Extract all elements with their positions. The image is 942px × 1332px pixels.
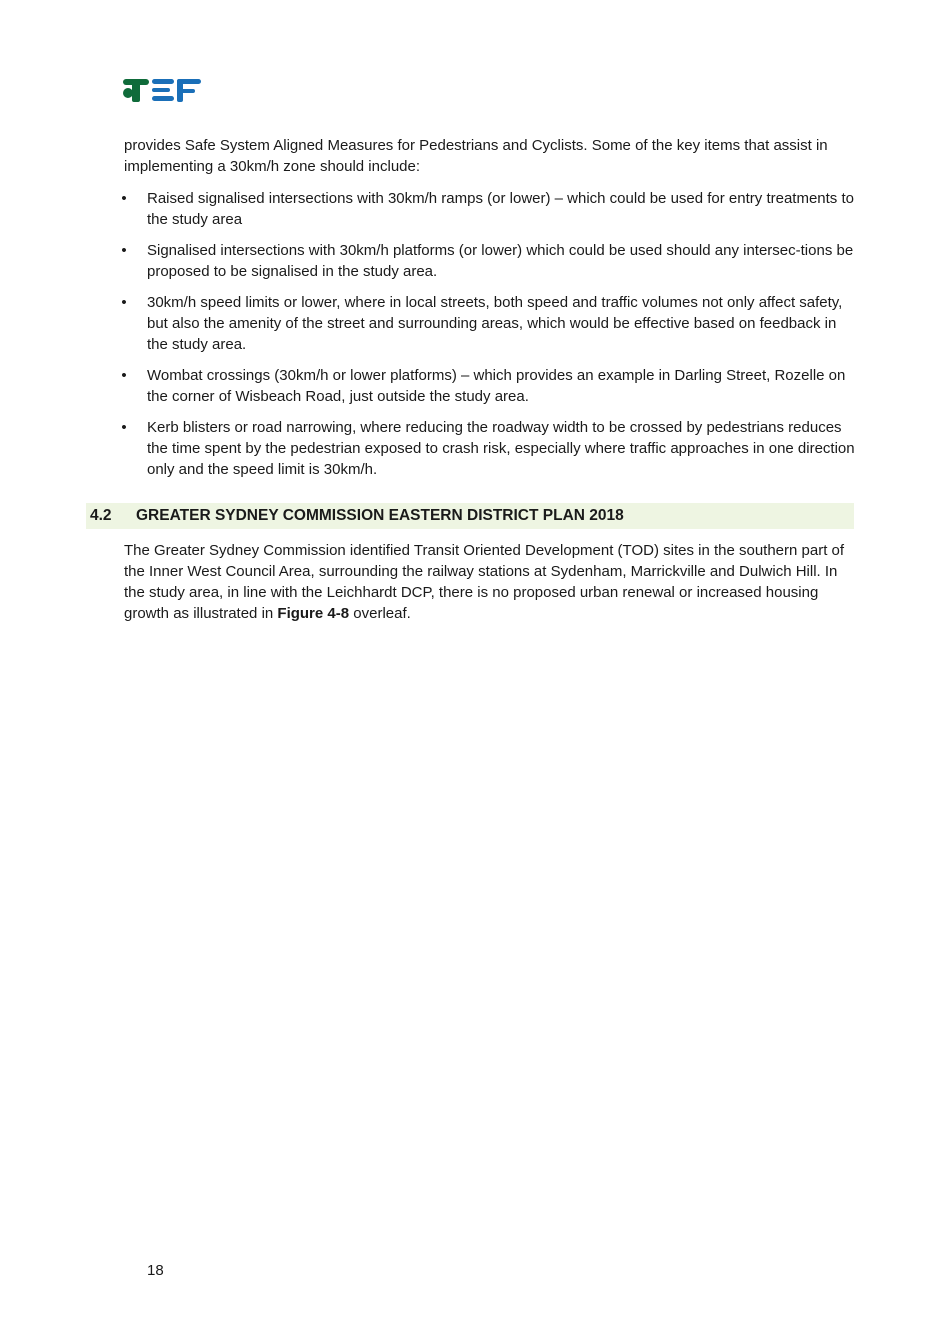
section-number: 4.2 bbox=[90, 507, 112, 524]
list-item bbox=[110, 365, 855, 407]
bullet-icon: • bbox=[121, 419, 127, 436]
list-item-text: Wombat crossings (30km/h or lower platforms) – which provides an example in Darling Street, Rozelle on the corner of Wisbeach Road, just outside the study area. bbox=[147, 367, 846, 405]
intro-paragraph: provides Safe System Aligned Measures for Pedestrians and Cyclists. Some of the key items that assist in implementing a 30km/h zone should include: bbox=[124, 137, 828, 175]
list-item bbox=[110, 188, 855, 230]
measures-list bbox=[110, 188, 855, 490]
paragraph-text-end: overleaf. bbox=[349, 605, 411, 622]
list-item-text: Signalised intersections with 30km/h platforms (or lower) which could be used should any intersec-tions be proposed to be signalised in the study area. bbox=[147, 242, 854, 280]
paragraph-text: The Greater Sydney Commission identified Transit Oriented Development (TOD) sites in the southern part of the Inner West Council Area, surrounding the railway stations at Sydenham, Marrickville and Dulwich Hill. In the study area, in line with the Leichhardt DCP, there is no proposed urban renewal or increased housing growth as illustrated in bbox=[124, 542, 845, 622]
bullet-icon: • bbox=[121, 242, 127, 259]
bullet-icon: • bbox=[121, 190, 127, 207]
page-number: 18 bbox=[147, 1262, 164, 1279]
figure-reference: Figure 4-8 bbox=[277, 605, 350, 622]
bullet-icon: • bbox=[121, 294, 127, 311]
bullet-icon: • bbox=[121, 367, 127, 384]
list-item-text: Raised signalised intersections with 30km/h ramps (or lower) – which could be used for entry treatments to the study area bbox=[147, 190, 854, 228]
list-item-text: Kerb blisters or road narrowing, where reducing the roadway width to be crossed by pedestrians reduces the time spent by the pedestrian exposed to crash risk, especially where traffic approaches in one direction only and the speed limit is 30km/h. bbox=[147, 419, 855, 478]
tef-logo-icon bbox=[123, 76, 203, 104]
list-item bbox=[110, 240, 855, 282]
section-paragraph bbox=[124, 540, 854, 624]
list-item-text: 30km/h speed limits or lower, where in local streets, both speed and traffic volumes not only affect safety, but also the amenity of the street and surrounding areas, which would be effective based on feedback in the study area. bbox=[147, 294, 843, 353]
section-title: GREATER SYDNEY COMMISSION EASTERN DISTRICT PLAN 2018 bbox=[136, 507, 624, 524]
company-logo bbox=[123, 76, 203, 104]
section-heading bbox=[86, 503, 854, 529]
list-item bbox=[110, 417, 855, 480]
list-item bbox=[110, 292, 855, 355]
